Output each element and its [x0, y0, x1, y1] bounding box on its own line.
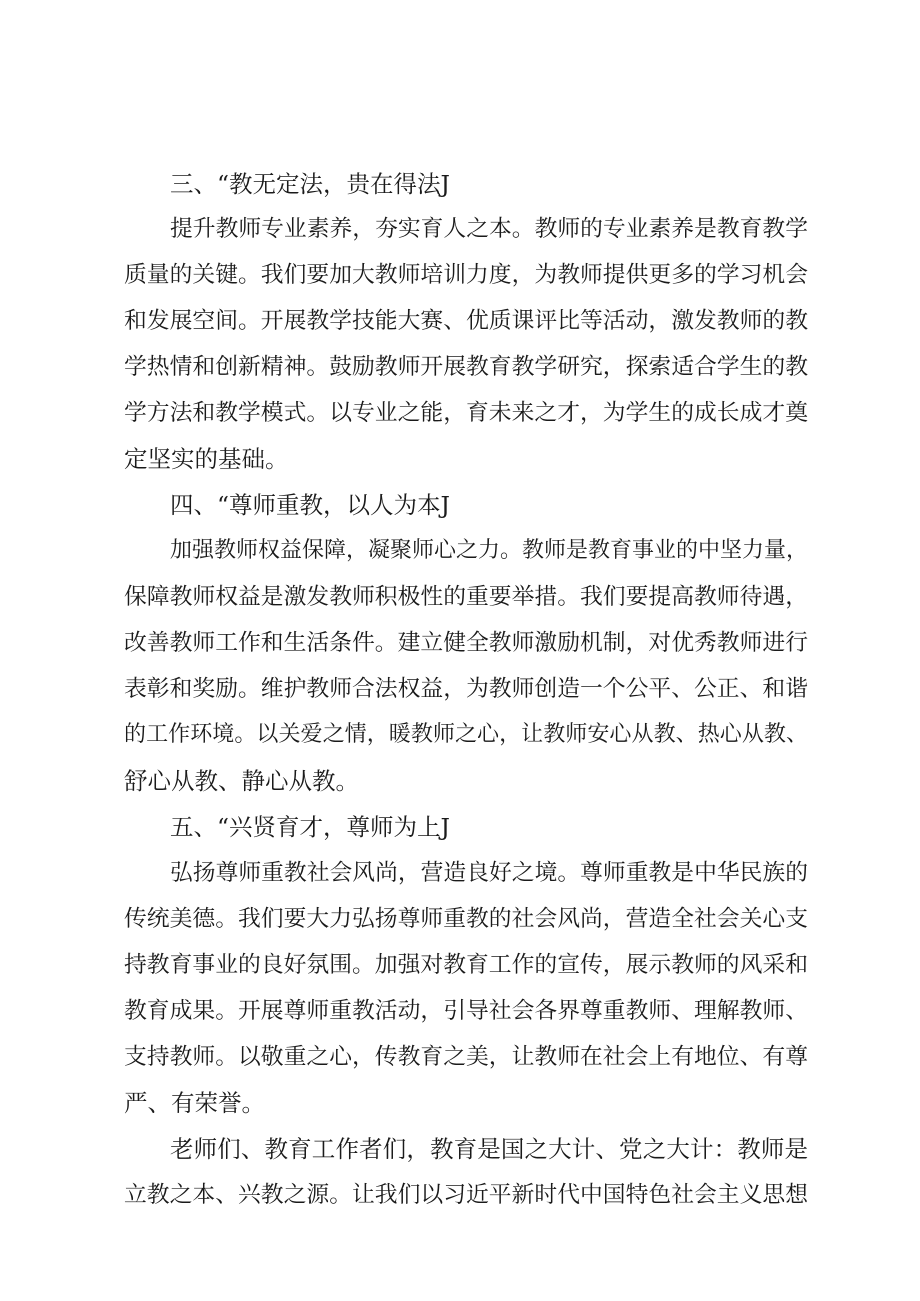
paragraph-line: 的工作环境。以关爱之情，暖教师之心，让教师安心从教、热心从教、: [124, 722, 808, 747]
paragraph-line: 教育成果。开展尊师重教活动，引导社会各界尊重教师、理解教师、: [124, 998, 808, 1024]
paragraph-line: 弘扬尊师重教社会风尚，营造良好之境。尊师重教是中华民族的: [170, 860, 808, 886]
paragraph-line: 持教育事业的良好氛围。加强对教育工作的宣传，展示教师的风采和: [124, 952, 808, 978]
paragraph-line: 严、有荣誉。: [124, 1089, 265, 1117]
paragraph-line: 表彰和奖励。维护教师合法权益，为教师创造一个公平、公正、和谐: [124, 676, 808, 702]
paragraph-line: 质量的关键。我们要加大教师培训力度，为教师提供更多的学习机会: [124, 262, 808, 288]
paragraph-line: 加强教师权益保障，凝聚师心之力。教师是教育事业的中坚力量，: [170, 538, 808, 563]
section-heading-3: 三、“教无定法，贵在得法J: [170, 170, 450, 198]
paragraph-line: 学热情和创新精神。鼓励教师开展教育教学研究，探索适合学生的教: [124, 354, 808, 380]
paragraph-line: 提升教师专业素养，夯实育人之本。教师的专业素养是教育教学: [170, 216, 808, 242]
section-heading-5: 五、“兴贤育才，尊师为上J: [170, 813, 450, 841]
paragraph-line: 保障教师权益是激发教师积极性的重要举措。我们要提高教师待遇，: [124, 584, 808, 610]
paragraph-line: 传统美德。我们要大力弘扬尊师重教的社会风尚，营造全社会关心支: [124, 906, 808, 932]
section-heading-4: 四、“尊师重教，以人为本J: [170, 491, 450, 519]
paragraph-line: 定坚实的基础。: [124, 445, 289, 473]
paragraph-line: 支持教师。以敬重之心，传教育之美，让教师在社会上有地位、有尊: [124, 1044, 808, 1070]
paragraph-line: 改善教师工作和生活条件。建立健全教师激励机制，对优秀教师进行: [124, 630, 808, 656]
closing-paragraph-line: 立教之本、兴教之源。让我们以习近平新时代中国特色社会主义思想: [124, 1182, 808, 1208]
paragraph-line: 学方法和教学模式。以专业之能，育未来之才，为学生的成长成才奠: [124, 400, 808, 426]
paragraph-line: 舒心从教、静心从教。: [124, 767, 359, 795]
paragraph-line: 和发展空间。开展教学技能大赛、优质课评比等活动，激发教师的教: [124, 308, 808, 334]
closing-paragraph-line: 老师们、教育工作者们，教育是国之大计、党之大计：教师是: [170, 1135, 808, 1163]
